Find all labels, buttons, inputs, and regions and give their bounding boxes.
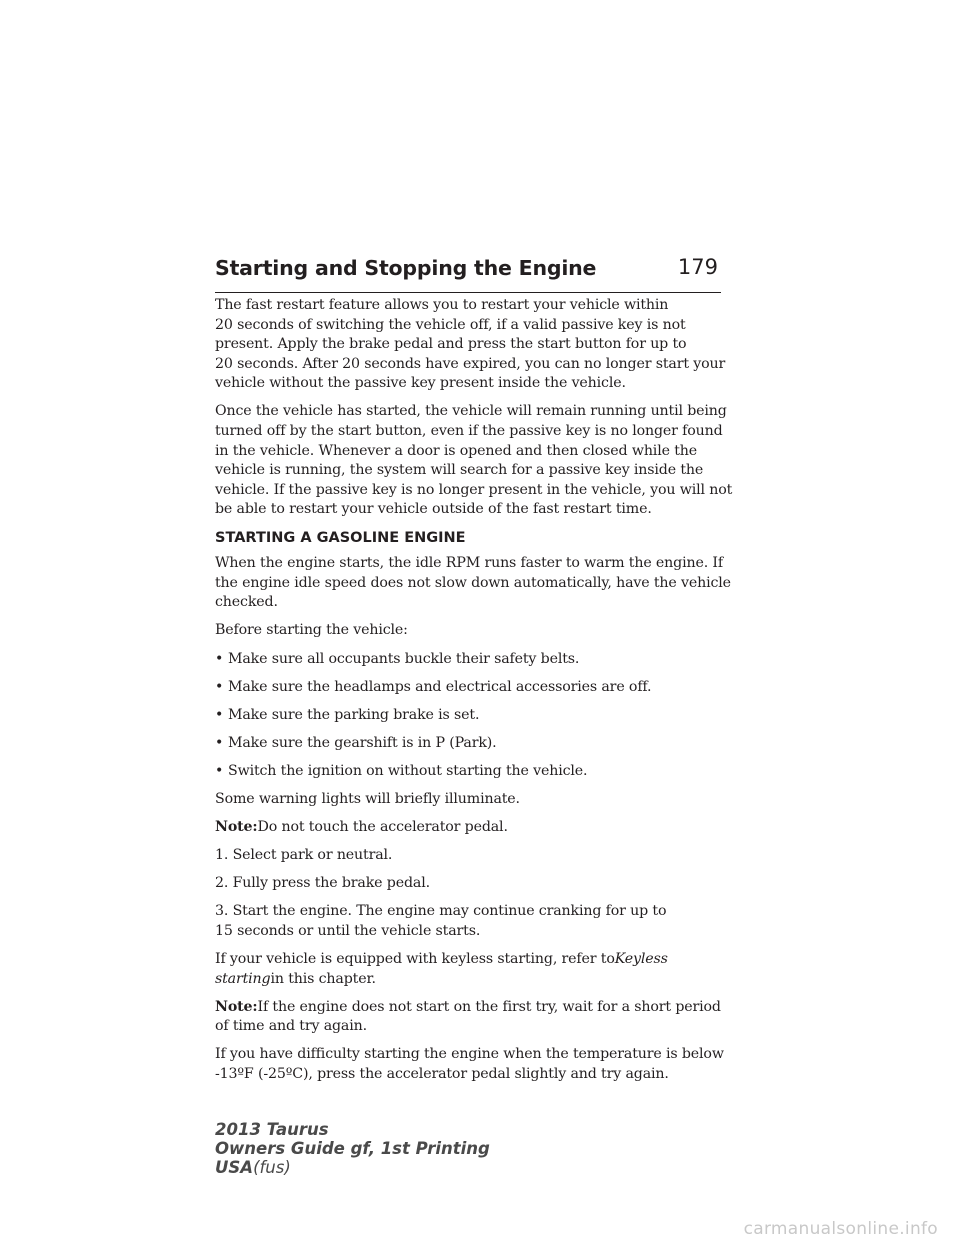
list-item: • Make sure all occupants buckle their safety belts.: [215, 650, 735, 670]
note-accelerator: Note:Do not touch the accelerator pedal.: [215, 819, 508, 836]
paragraph-before-starting: Before starting the vehicle:: [215, 622, 408, 639]
note-first-try: Note:If the engine does not start on the first try, wait for a short period of time and try again.: [215, 998, 721, 1035]
note-label: Note:: [215, 998, 258, 1015]
page-number: 179: [677, 255, 718, 279]
checklist: [215, 650, 735, 782]
bullet-icon: •: [215, 650, 224, 667]
bullet-icon: •: [215, 706, 224, 723]
footer-model: 2013 Taurus: [215, 1120, 329, 1139]
list-item: • Switch the ignition on without starting the vehicle.: [215, 762, 735, 782]
page-header: [215, 256, 721, 293]
footer-edition: Owners Guide gf, 1st Printing: [215, 1139, 490, 1158]
paragraph-cold-start: If you have difficulty starting the engine when the temperature is below -13ºF (-25ºC), press the accelerator pedal slightly and try again.: [215, 1046, 724, 1082]
keyless-starting-reference-cont: starting: [215, 970, 271, 987]
bullet-icon: •: [215, 678, 224, 695]
paragraph-fast-restart: The fast restart feature allows you to restart your vehicle within 20 seconds of switching the vehicle off, if a valid passive key is not present. Apply the brake pedal and press the start button for up to 20 seconds. After 20 seconds have expired, you can no longer start your vehicle without the passive key present inside the vehicle.: [215, 297, 726, 392]
step-1: 1. Select park or neutral.: [215, 847, 393, 864]
section-heading: STARTING A GASOLINE ENGINE: [215, 529, 466, 546]
paragraph-idle-rpm: When the engine starts, the idle RPM runs faster to warm the engine. If the engine idle speed does not slow down automatically, have the vehicle checked.: [215, 555, 731, 611]
step-3: 3. Start the engine. The engine may continue cranking for up to 15 seconds or until the vehicle starts.: [215, 903, 667, 939]
footer-region: USA(fus): [215, 1158, 291, 1177]
list-item: • Make sure the gearshift is in P (Park).: [215, 734, 735, 754]
paragraph-vehicle-running: Once the vehicle has started, the vehicle will remain running until being turned off by the start button, even if the passive key is no longer found in the vehicle. Whenever a door is opened and then closed while the vehicle is running, the system will search for a passive key inside the vehicle. If the passive key is no longer present in the vehicle, you will not be able to restart your vehicle outside of the fast restart time.: [215, 403, 733, 518]
page-body: [215, 296, 735, 1093]
list-item: • Make sure the headlamps and electrical accessories are off.: [215, 678, 735, 698]
list-item: • Make sure the parking brake is set.: [215, 706, 735, 726]
bullet-icon: •: [215, 734, 224, 751]
keyless-starting-reference: Keyless: [614, 951, 668, 968]
paragraph-warning-lights: Some warning lights will briefly illuminate.: [215, 790, 520, 807]
bullet-icon: •: [215, 762, 224, 779]
chapter-title: Starting and Stopping the Engine: [215, 256, 597, 280]
watermark: carmanualsonline.info: [743, 1219, 938, 1239]
note-label: Note:: [215, 819, 258, 836]
page-footer: [215, 1120, 490, 1177]
paragraph-keyless-reference: If your vehicle is equipped with keyless starting, refer toKeyless startingin this chapter.: [215, 951, 668, 987]
step-2: 2. Fully press the brake pedal.: [215, 875, 430, 892]
